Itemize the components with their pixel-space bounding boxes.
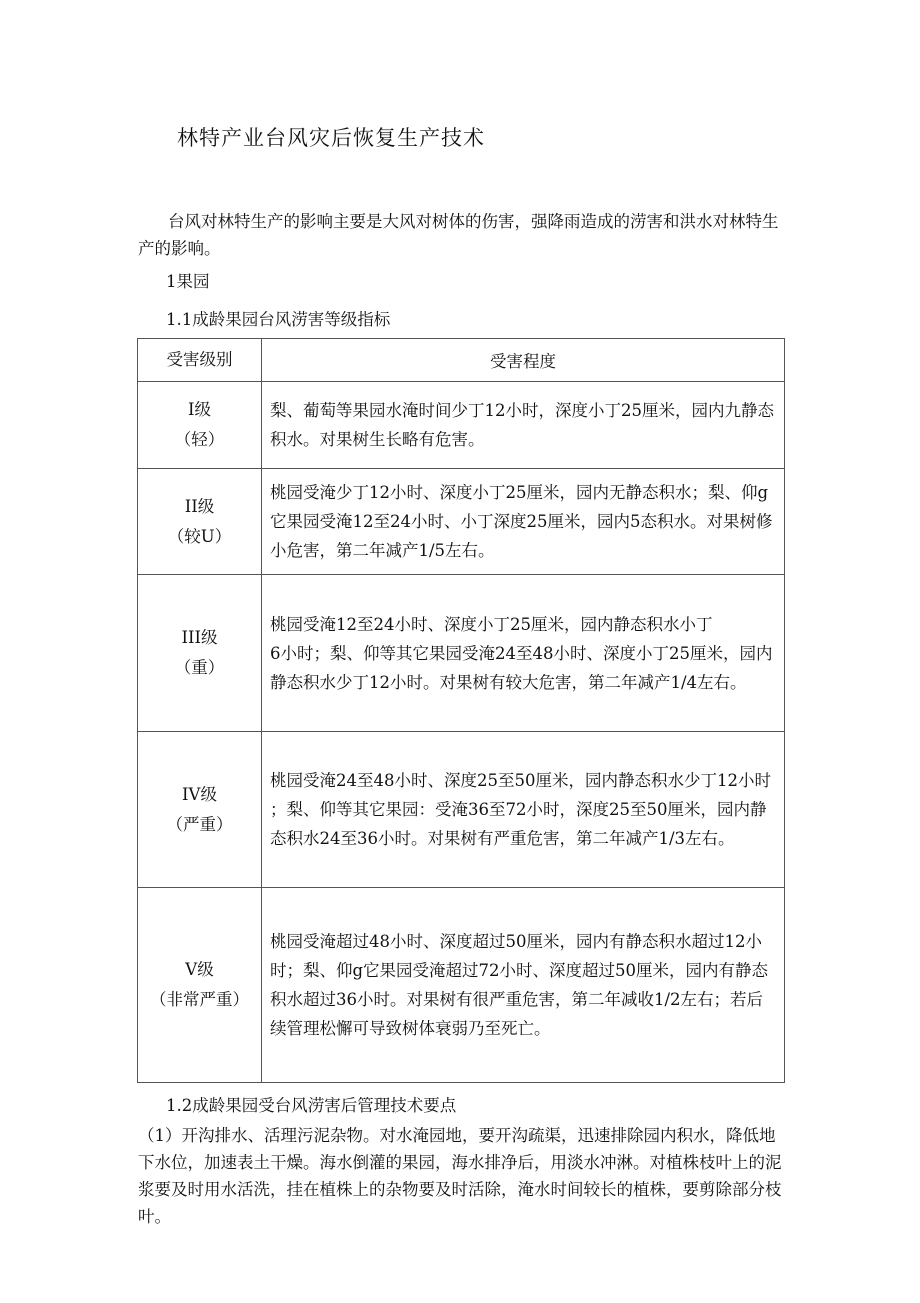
grade-severity: （较U）: [167, 526, 232, 546]
header-degree: 受害程度: [262, 339, 785, 382]
grade-label: IV级: [182, 784, 217, 804]
damage-grade-table: [137, 338, 785, 1083]
grade-label: III级: [181, 628, 218, 647]
damage-description: 桃园受淹少丁12小时、深度小丁25厘米，园内无静态积水；梨、仰g它果园受淹12至24小时、小丁深度25厘米，园内5态积水。对果树修小危害，第二年减产1/5左右。: [262, 469, 785, 575]
table-row: [138, 888, 785, 1083]
section-heading-grade-index: 1.1成龄果园台风涝害等级指标: [166, 310, 391, 329]
grade-severity: （轻）: [174, 430, 225, 449]
table-row: [138, 732, 785, 888]
grade-label: I级: [187, 400, 212, 419]
table-row: [138, 469, 785, 575]
damage-description: 桃园受淹12至24小时、深度小丁25厘米，园内静态积水小丁 6小时；梨、仰等其它果园受淹24至48小时、深度小丁25厘米，园内静态积水少丁12小时。对果树有较大危害，第二年减产1/4左右。: [262, 575, 785, 732]
document-title: 林特产业台风灾后恢复生产技术: [177, 126, 485, 150]
grade-severity: （重）: [174, 658, 225, 677]
grade-cell: [138, 732, 262, 888]
table-header-row: [138, 339, 785, 382]
table-row: [138, 575, 785, 732]
header-grade: 受害级别: [138, 339, 262, 382]
section-heading-management: 1.2成龄果园受台风涝害后管理技术要点: [166, 1096, 457, 1115]
damage-description: 梨、葡萄等果园水淹时间少丁12小时，深度小丁25厘米，园内九静态积水。对果树生长略有危害。: [262, 382, 785, 469]
intro-paragraph: 台风对林特生产的影响主要是大风对树体的伤害，强降雨造成的涝害和洪水对林特生产的影响。: [138, 212, 779, 258]
grade-cell: [138, 382, 262, 469]
grade-severity: （严重）: [166, 814, 233, 834]
grade-cell: [138, 575, 262, 732]
grade-label: V级: [185, 960, 214, 979]
grade-cell: [138, 888, 262, 1083]
step-paragraph: （1）开沟排水、活理污泥杂物。对水淹园地，要开沟疏渠，迅速排除园内积水，降低地下水位，加速表土干燥。海水倒灌的果园，海水排净后，用淡水冲淋。对植株枝叶上的泥浆要及时用水活洗，挂在植株上的杂物要及时活除，淹水时间较长的植株，要剪除部分枝叶。: [138, 1126, 782, 1226]
grade-label: II级: [184, 496, 215, 516]
table-row: [138, 382, 785, 469]
section-heading-orchard: 1果园: [166, 272, 210, 291]
grade-severity: （非常严重）: [150, 990, 249, 1009]
damage-description: 桃园受淹24至48小时、深度25至50厘米，园内静态积水少丁12小时 ；梨、仰等其它果园：受淹36至72小时，深度25至50厘米，园内静态积水24至36小时。对果树有严重危害，第二年减产1/3左右。: [262, 732, 785, 888]
damage-description: 桃园受淹超过48小时、深度超过50厘米，园内有静态积水超过12小时；梨、仰g它果园受淹超过72小时、深度超过50厘米，园内有静态积水超过36小时。对果树有很严重危害，第二年减收1/2左右；若后续管理松懈可导致树体衰弱乃至死亡。: [262, 888, 785, 1083]
grade-cell: [138, 469, 262, 575]
